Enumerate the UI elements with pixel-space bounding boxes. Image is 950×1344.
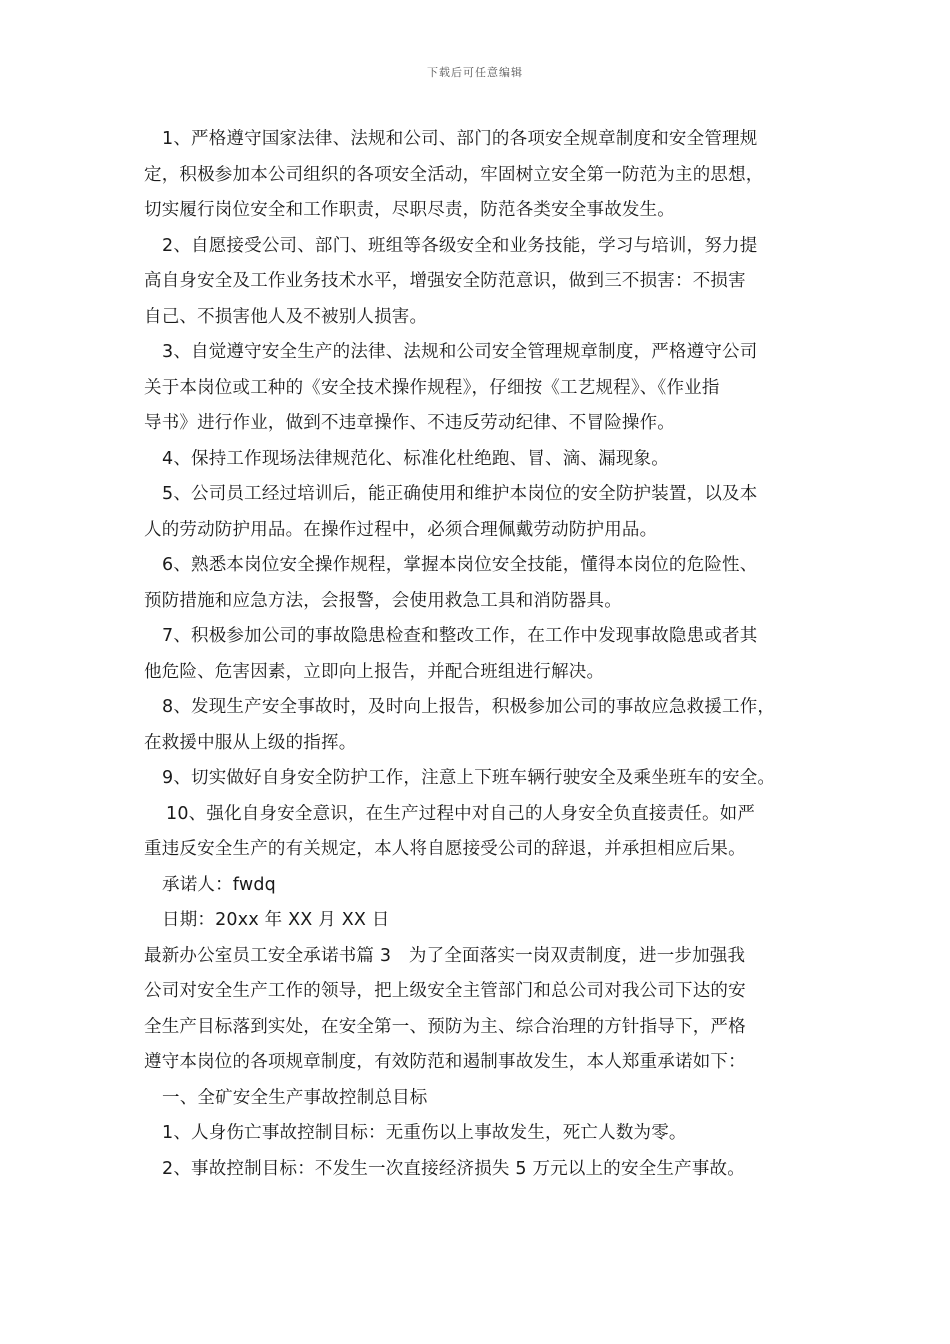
- paragraph-line: 遵守本岗位的各项规章制度，有效防范和遏制事故发生，本人郑重承诺如下：: [144, 1052, 746, 1072]
- document-body: [144, 122, 816, 1187]
- paragraph-line: 导书》进行作业，做到不违章操作、不违反劳动纪律、不冒险操作。: [144, 413, 675, 433]
- paragraph-line: 9、切实做好自身安全防护工作，注意上下班车辆行驶安全及乘坐班车的安全。: [162, 768, 776, 788]
- paragraph-line: 切实履行岗位安全和工作职责，尽职尽责，防范各类安全事故发生。: [144, 200, 675, 220]
- signer-line: 承诺人：fwdq: [162, 874, 276, 895]
- paragraph-line: 在救援中服从上级的指挥。: [144, 732, 357, 753]
- paragraph-line: 关于本岗位或工种的《安全技术操作规程》，仔细按《工艺规程》、《作业指: [144, 377, 720, 398]
- paragraph-line: 5、公司员工经过培训后，能正确使用和维护本岗位的安全防护装置，以及本: [162, 484, 758, 504]
- page-header-note: 下载后可任意编辑: [427, 66, 523, 79]
- paragraph-line: 全生产目标落到实处，在安全第一、预防为主、综合治理的方针指导下，严格: [144, 1016, 746, 1037]
- paragraph-line: 预防措施和应急方法，会报警，会使用救急工具和消防器具。: [144, 590, 622, 611]
- paragraph-line: 6、熟悉本岗位安全操作规程，掌握本岗位安全技能，懂得本岗位的危险性、: [162, 555, 758, 575]
- paragraph-line: 8、发现生产安全事故时，及时向上报告，积极参加公司的事故应急救援工作，: [162, 697, 776, 717]
- paragraph-line: 自己、不损害他人及不被别人损害。: [144, 306, 428, 327]
- paragraph-line: 10、强化自身安全意识，在生产过程中对自己的人身安全负直接责任。如严: [166, 803, 756, 824]
- paragraph-line: 7、积极参加公司的事故隐患检查和整改工作，在工作中发现事故隐患或者其: [162, 626, 758, 646]
- paragraph-line: 高自身安全及工作业务技术水平，增强安全防范意识，做到三不损害：不损害: [144, 271, 746, 291]
- paragraph-line: 3、自觉遵守安全生产的法律、法规和公司安全管理规章制度，严格遵守公司: [162, 342, 758, 362]
- paragraph-line: 1、严格遵守国家法律、法规和公司、部门的各项安全规章制度和安全管理规: [162, 129, 758, 149]
- paragraph-line: 他危险、危害因素，立即向上报告，并配合班组进行解决。: [144, 661, 605, 682]
- date-line: 日期：20xx 年 XX 月 XX 日: [162, 910, 390, 930]
- paragraph-line: 2、自愿接受公司、部门、班组等各级安全和业务技能，学习与培训，努力提: [162, 235, 758, 256]
- section-heading: 一、全矿安全生产事故控制总目标: [162, 1087, 428, 1108]
- paragraph-line: 最新办公室员工安全承诺书篇 3 为了全面落实一岗双责制度，进一步加强我: [144, 945, 746, 966]
- paragraph-line: 人的劳动防护用品。在操作过程中，必须合理佩戴劳动防护用品。: [144, 519, 658, 540]
- paragraph-line: 公司对安全生产工作的领导，把上级安全主管部门和总公司对我公司下达的安: [144, 981, 746, 1001]
- paragraph-line: 4、保持工作现场法律规范化、标准化杜绝跑、冒、滴、漏现象。: [162, 448, 669, 469]
- paragraph-line: 2、事故控制目标：不发生一次直接经济损失 5 万元以上的安全生产事故。: [162, 1158, 745, 1179]
- paragraph-line: 1、人身伤亡事故控制目标：无重伤以上事故发生，死亡人数为零。: [162, 1123, 687, 1143]
- paragraph-line: 定，积极参加本公司组织的各项安全活动，牢固树立安全第一防范为主的思想，: [144, 164, 764, 185]
- paragraph-line: 重违反安全生产的有关规定，本人将自愿接受公司的辞退，并承担相应后果。: [144, 839, 746, 859]
